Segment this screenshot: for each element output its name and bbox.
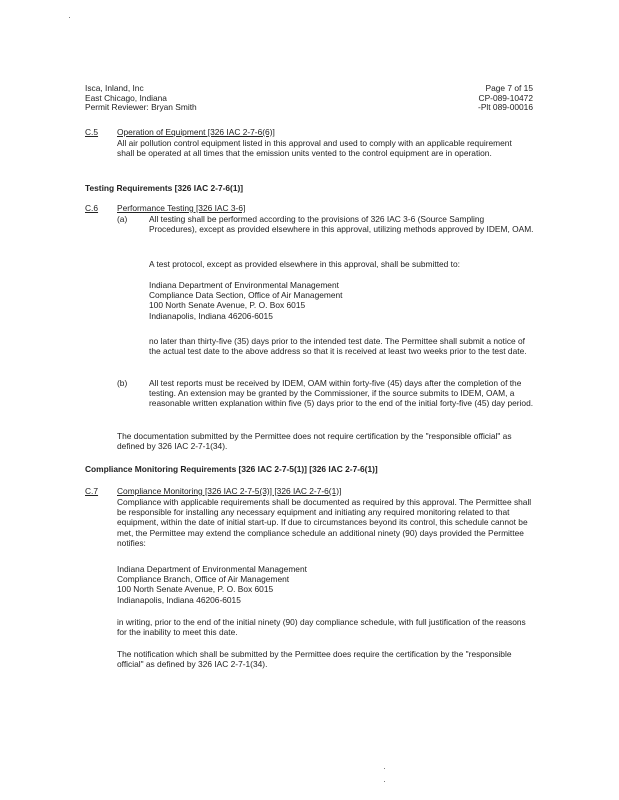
- section-c7-title: Compliance Monitoring [326 IAC 2-7-5(3)] [326 IAC 2-7-6(1)]: [117, 486, 342, 496]
- header-left: [85, 84, 197, 113]
- header-reviewer: Permit Reviewer: Bryan Smith: [85, 102, 197, 113]
- address-line: Indiana Department of Environmental Management: [149, 280, 339, 290]
- section-c6-number: C.6: [85, 203, 99, 213]
- address-line: Indiana Department of Environmental Management: [117, 564, 307, 574]
- address-line: Compliance Branch, Office of Air Management: [117, 574, 290, 585]
- testing-requirements-heading: Testing Requirements [326 IAC 2-7-6(1)]: [85, 183, 244, 193]
- header-right: [478, 84, 533, 113]
- section-c7-number: C.7: [85, 486, 99, 496]
- section-c6-title: Performance Testing [326 IAC 3-6]: [117, 203, 246, 213]
- section-c5-body: All air pollution control equipment listed in this approval and used to comply with an applicable requirement shall be operated at all times that the emission units vented to the control equipment are in operation.: [117, 138, 512, 159]
- address-line: 100 North Senate Avenue, P. O. Box 6015: [117, 584, 274, 595]
- address-line: Indianapolis, Indiana 46206-6015: [149, 310, 273, 321]
- header-company: Isca, Inland, Inc: [85, 83, 144, 93]
- section-c7-body: Compliance with applicable requirements shall be documented as required by this approval. The Permittee shall be responsible for installing any necessary equipment and initiating any required monitoring related to that equipment, within the date of initial start-up. If due to circumstances beyond its control, this schedule cannot be met, the Permittee may extend the compliance schedule an additional ninety (90) days provided the Permittee notifies:: [117, 497, 532, 548]
- header-location: East Chicago, Indiana: [85, 92, 167, 103]
- item-b-text: All test reports must be received by IDEM, OAM within forty-five (45) days after the completion of the testing. An extension may be granted by the Commissioner, if the source submits to IDEM, OAM, a reasonable written explanation within five (5) days prior to the end of the initial forty-five (45) day period.: [149, 378, 534, 409]
- item-b-label: (b): [117, 378, 128, 388]
- notification-certification-text: The notification which shall be submitted by the Permittee does require the certification by the "responsible official" as defined by 326 IAC 2-7-1(34).: [117, 649, 512, 670]
- address-line: Indianapolis, Indiana 46206-6015: [117, 594, 241, 605]
- section-c5-number: C.5: [85, 127, 99, 137]
- certification-note: The documentation submitted by the Permittee does not require certification by the "responsible official" as defined by 326 IAC 2-7-1(34).: [117, 431, 512, 452]
- header-plant-id: -Plt 089-00016: [478, 102, 533, 113]
- header-permit-id: CP-089-10472: [478, 92, 533, 103]
- item-a-text: All testing shall be performed according to the provisions of 326 IAC 3-6 (Source Sampling Procedures), except as provided elsewhere in this approval, utilizing methods approved by IDEM, OAM.: [149, 214, 534, 235]
- written-justification-text: in writing, prior to the end of the initial ninety (90) day compliance schedule, with full justification of the reasons for the inability to meet this date.: [117, 617, 526, 638]
- test-protocol-text: A test protocol, except as provided elsewhere in this approval, shall be submitted to:: [149, 259, 460, 269]
- scan-speck: ·: [383, 776, 386, 786]
- section-c5-title: Operation of Equipment [326 IAC 2-7-6(6)]: [117, 127, 275, 137]
- scan-speck: ·: [68, 12, 71, 22]
- address-line: Compliance Data Section, Office of Air Management: [149, 290, 343, 301]
- address-line: 100 North Senate Avenue, P. O. Box 6015: [149, 300, 306, 311]
- compliance-monitoring-heading: Compliance Monitoring Requirements [326 IAC 2-7-5(1)] [326 IAC 2-7-6(1)]: [85, 464, 378, 474]
- header-page-number: Page 7 of 15: [485, 83, 533, 93]
- compliance-address: [117, 564, 535, 605]
- item-a-label: (a): [117, 214, 128, 224]
- test-date-notice: no later than thirty-five (35) days prior to the intended test date. The Permittee shall submit a notice of the actual test date to the above address so that it is received at least two weeks prior to the test date.: [149, 336, 527, 357]
- test-protocol-address: [149, 280, 534, 321]
- scan-speck: ·: [383, 763, 386, 773]
